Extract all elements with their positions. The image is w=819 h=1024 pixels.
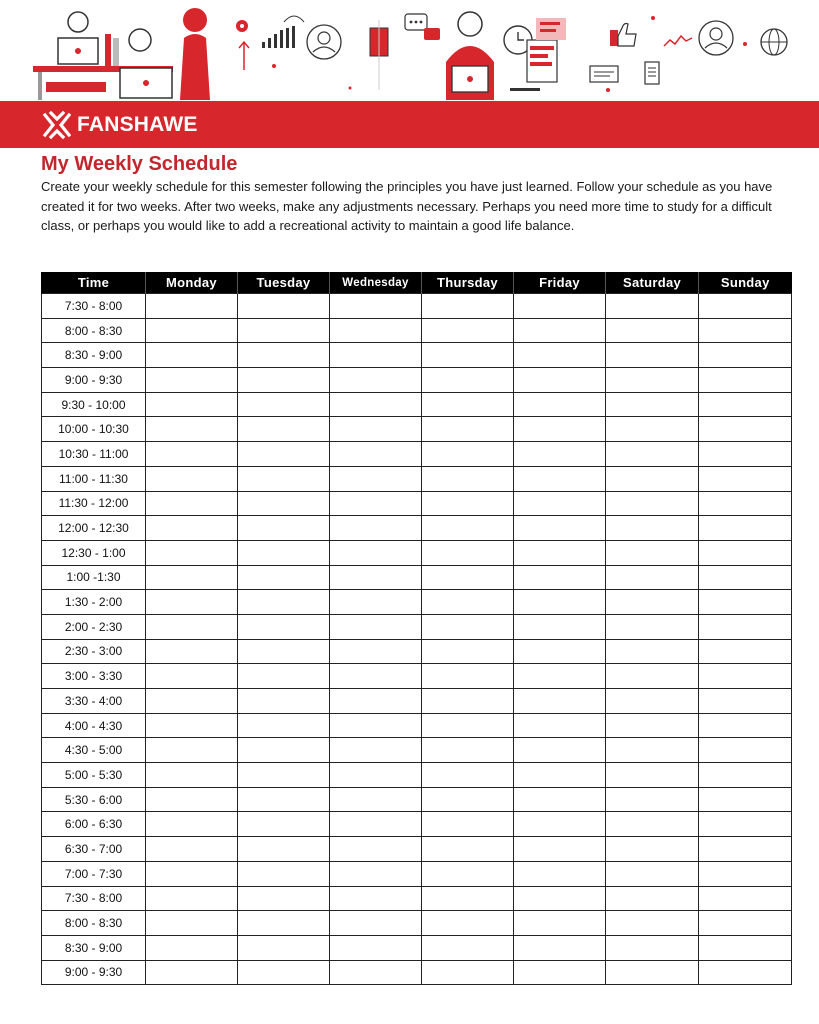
schedule-cell-thursday[interactable]	[422, 491, 514, 516]
table-row	[42, 935, 792, 960]
schedule-cell-friday[interactable]	[514, 491, 606, 516]
schedule-cell-sunday[interactable]	[699, 614, 792, 639]
schedule-cell-friday[interactable]	[514, 540, 606, 565]
schedule-cell-saturday[interactable]	[606, 590, 699, 615]
schedule-cell-saturday[interactable]	[606, 294, 699, 319]
schedule-cell-wednesday[interactable]	[330, 713, 422, 738]
schedule-cell-saturday[interactable]	[606, 713, 699, 738]
schedule-cell-tuesday[interactable]	[238, 639, 330, 664]
time-slot-label: 8:30 - 9:00	[42, 343, 146, 368]
schedule-cell-tuesday[interactable]	[238, 392, 330, 417]
schedule-cell-thursday[interactable]	[422, 392, 514, 417]
column-header-friday: Friday	[514, 272, 606, 294]
time-slot-label: 3:30 - 4:00	[42, 689, 146, 714]
gear-icon	[236, 20, 248, 32]
user-avatar-icon	[699, 21, 733, 55]
time-slot-label: 8:00 - 8:30	[42, 911, 146, 936]
schedule-cell-wednesday[interactable]	[330, 639, 422, 664]
time-slot-label: 9:00 - 9:30	[42, 960, 146, 985]
table-row	[42, 540, 792, 565]
schedule-cell-sunday[interactable]	[699, 935, 792, 960]
schedule-cell-sunday[interactable]	[699, 368, 792, 393]
page-title: My Weekly Schedule	[41, 153, 238, 175]
schedule-cell-friday[interactable]	[514, 639, 606, 664]
schedule-cell-thursday[interactable]	[422, 590, 514, 615]
time-slot-label: 5:00 - 5:30	[42, 763, 146, 788]
schedule-cell-saturday[interactable]	[606, 614, 699, 639]
schedule-cell-friday[interactable]	[514, 886, 606, 911]
schedule-cell-tuesday[interactable]	[238, 763, 330, 788]
schedule-cell-saturday[interactable]	[606, 516, 699, 541]
schedule-cell-friday[interactable]	[514, 713, 606, 738]
schedule-cell-wednesday[interactable]	[330, 343, 422, 368]
schedule-cell-saturday[interactable]	[606, 664, 699, 689]
schedule-cell-tuesday[interactable]	[238, 861, 330, 886]
schedule-cell-thursday[interactable]	[422, 911, 514, 936]
schedule-cell-monday[interactable]	[146, 787, 238, 812]
table-row	[42, 689, 792, 714]
schedule-cell-sunday[interactable]	[699, 442, 792, 467]
schedule-cell-friday[interactable]	[514, 318, 606, 343]
table-row	[42, 392, 792, 417]
schedule-cell-saturday[interactable]	[606, 886, 699, 911]
schedule-cell-wednesday[interactable]	[330, 368, 422, 393]
schedule-cell-monday[interactable]	[146, 812, 238, 837]
time-slot-label: 1:00 -1:30	[42, 565, 146, 590]
table-row	[42, 343, 792, 368]
column-header-tuesday: Tuesday	[238, 272, 330, 294]
table-row	[42, 911, 792, 936]
schedule-cell-thursday[interactable]	[422, 614, 514, 639]
schedule-cell-monday[interactable]	[146, 565, 238, 590]
schedule-cell-monday[interactable]	[146, 639, 238, 664]
schedule-cell-thursday[interactable]	[422, 812, 514, 837]
schedule-cell-wednesday[interactable]	[330, 466, 422, 491]
schedule-cell-tuesday[interactable]	[238, 417, 330, 442]
schedule-cell-friday[interactable]	[514, 861, 606, 886]
schedule-cell-thursday[interactable]	[422, 368, 514, 393]
schedule-cell-monday[interactable]	[146, 392, 238, 417]
schedule-cell-tuesday[interactable]	[238, 837, 330, 862]
schedule-cell-thursday[interactable]	[422, 763, 514, 788]
schedule-cell-monday[interactable]	[146, 590, 238, 615]
schedule-cell-thursday[interactable]	[422, 960, 514, 985]
schedule-cell-saturday[interactable]	[606, 960, 699, 985]
schedule-cell-wednesday[interactable]	[330, 294, 422, 319]
schedule-cell-sunday[interactable]	[699, 392, 792, 417]
time-slot-label: 7:30 - 8:00	[42, 886, 146, 911]
table-row	[42, 738, 792, 763]
weekly-schedule-table	[41, 272, 792, 985]
schedule-cell-saturday[interactable]	[606, 689, 699, 714]
schedule-cell-sunday[interactable]	[699, 960, 792, 985]
schedule-cell-sunday[interactable]	[699, 713, 792, 738]
schedule-cell-friday[interactable]	[514, 763, 606, 788]
brand-banner	[0, 101, 819, 148]
schedule-cell-friday[interactable]	[514, 689, 606, 714]
schedule-cell-sunday[interactable]	[699, 516, 792, 541]
schedule-cell-saturday[interactable]	[606, 763, 699, 788]
table-row	[42, 960, 792, 985]
schedule-cell-saturday[interactable]	[606, 368, 699, 393]
time-slot-label: 2:00 - 2:30	[42, 614, 146, 639]
bar-chart-icon	[262, 16, 304, 48]
schedule-cell-monday[interactable]	[146, 689, 238, 714]
schedule-cell-saturday[interactable]	[606, 935, 699, 960]
table-row	[42, 664, 792, 689]
schedule-cell-friday[interactable]	[514, 417, 606, 442]
schedule-cell-saturday[interactable]	[606, 343, 699, 368]
schedule-cell-sunday[interactable]	[699, 491, 792, 516]
schedule-cell-sunday[interactable]	[699, 590, 792, 615]
schedule-cell-saturday[interactable]	[606, 639, 699, 664]
schedule-cell-monday[interactable]	[146, 960, 238, 985]
schedule-cell-friday[interactable]	[514, 516, 606, 541]
thumbs-up-icon	[610, 24, 636, 47]
schedule-cell-wednesday[interactable]	[330, 392, 422, 417]
schedule-cell-friday[interactable]	[514, 738, 606, 763]
schedule-cell-monday[interactable]	[146, 540, 238, 565]
schedule-cell-monday[interactable]	[146, 935, 238, 960]
schedule-cell-tuesday[interactable]	[238, 689, 330, 714]
schedule-cell-friday[interactable]	[514, 590, 606, 615]
schedule-cell-friday[interactable]	[514, 837, 606, 862]
table-row	[42, 812, 792, 837]
schedule-cell-saturday[interactable]	[606, 491, 699, 516]
schedule-cell-sunday[interactable]	[699, 466, 792, 491]
column-header-sunday: Sunday	[699, 272, 792, 294]
schedule-cell-saturday[interactable]	[606, 787, 699, 812]
schedule-cell-wednesday[interactable]	[330, 491, 422, 516]
schedule-cell-monday[interactable]	[146, 664, 238, 689]
time-slot-label: 4:00 - 4:30	[42, 713, 146, 738]
schedule-header-row	[42, 272, 792, 294]
schedule-cell-sunday[interactable]	[699, 294, 792, 319]
schedule-cell-monday[interactable]	[146, 837, 238, 862]
schedule-cell-friday[interactable]	[514, 442, 606, 467]
table-row	[42, 713, 792, 738]
fanshawe-logo	[41, 110, 198, 140]
schedule-cell-saturday[interactable]	[606, 812, 699, 837]
schedule-cell-saturday[interactable]	[606, 540, 699, 565]
schedule-cell-wednesday[interactable]	[330, 664, 422, 689]
schedule-cell-sunday[interactable]	[699, 343, 792, 368]
schedule-cell-wednesday[interactable]	[330, 787, 422, 812]
schedule-cell-wednesday[interactable]	[330, 886, 422, 911]
schedule-cell-friday[interactable]	[514, 812, 606, 837]
schedule-cell-wednesday[interactable]	[330, 861, 422, 886]
globe-icon	[761, 29, 787, 55]
schedule-cell-monday[interactable]	[146, 713, 238, 738]
schedule-cell-wednesday[interactable]	[330, 540, 422, 565]
schedule-cell-tuesday[interactable]	[238, 614, 330, 639]
table-row	[42, 466, 792, 491]
schedule-cell-friday[interactable]	[514, 614, 606, 639]
column-header-thursday: Thursday	[422, 272, 514, 294]
schedule-cell-friday[interactable]	[514, 466, 606, 491]
time-slot-label: 5:30 - 6:00	[42, 787, 146, 812]
table-row	[42, 861, 792, 886]
schedule-cell-tuesday[interactable]	[238, 491, 330, 516]
schedule-cell-monday[interactable]	[146, 886, 238, 911]
time-slot-label: 7:30 - 8:00	[42, 294, 146, 319]
schedule-cell-tuesday[interactable]	[238, 294, 330, 319]
time-slot-label: 10:30 - 11:00	[42, 442, 146, 467]
chat-bubble-icon	[405, 14, 440, 40]
table-row	[42, 837, 792, 862]
time-slot-label: 2:30 - 3:00	[42, 639, 146, 664]
people-at-laptops-icon	[33, 8, 210, 100]
schedule-cell-friday[interactable]	[514, 294, 606, 319]
table-row	[42, 614, 792, 639]
schedule-cell-saturday[interactable]	[606, 466, 699, 491]
schedule-cell-saturday[interactable]	[606, 565, 699, 590]
time-slot-label: 4:30 - 5:00	[42, 738, 146, 763]
time-slot-label: 3:00 - 3:30	[42, 664, 146, 689]
header-illustration	[0, 0, 819, 101]
schedule-cell-friday[interactable]	[514, 392, 606, 417]
schedule-cell-sunday[interactable]	[699, 689, 792, 714]
schedule-cell-wednesday[interactable]	[330, 911, 422, 936]
schedule-cell-wednesday[interactable]	[330, 417, 422, 442]
schedule-cell-tuesday[interactable]	[238, 540, 330, 565]
schedule-cell-wednesday[interactable]	[330, 689, 422, 714]
schedule-cell-thursday[interactable]	[422, 787, 514, 812]
time-slot-label: 12:30 - 1:00	[42, 540, 146, 565]
time-slot-label: 9:00 - 9:30	[42, 368, 146, 393]
schedule-cell-sunday[interactable]	[699, 911, 792, 936]
schedule-cell-thursday[interactable]	[422, 738, 514, 763]
time-slot-label: 1:30 - 2:00	[42, 590, 146, 615]
schedule-cell-tuesday[interactable]	[238, 935, 330, 960]
time-slot-label: 11:00 - 11:30	[42, 466, 146, 491]
time-slot-label: 7:00 - 7:30	[42, 861, 146, 886]
schedule-cell-tuesday[interactable]	[238, 911, 330, 936]
document-icon	[590, 62, 659, 84]
schedule-cell-thursday[interactable]	[422, 565, 514, 590]
table-row	[42, 886, 792, 911]
schedule-cell-wednesday[interactable]	[330, 590, 422, 615]
schedule-cell-saturday[interactable]	[606, 738, 699, 763]
time-slot-label: 6:30 - 7:00	[42, 837, 146, 862]
fanshawe-logo-icon	[41, 110, 73, 140]
schedule-cell-monday[interactable]	[146, 368, 238, 393]
schedule-cell-monday[interactable]	[146, 466, 238, 491]
table-row	[42, 639, 792, 664]
schedule-cell-tuesday[interactable]	[238, 466, 330, 491]
schedule-cell-tuesday[interactable]	[238, 318, 330, 343]
schedule-cell-monday[interactable]	[146, 738, 238, 763]
time-slot-label: 6:00 - 6:30	[42, 812, 146, 837]
schedule-cell-wednesday[interactable]	[330, 960, 422, 985]
schedule-cell-friday[interactable]	[514, 565, 606, 590]
schedule-cell-sunday[interactable]	[699, 763, 792, 788]
schedule-cell-thursday[interactable]	[422, 466, 514, 491]
schedule-cell-tuesday[interactable]	[238, 812, 330, 837]
table-row	[42, 590, 792, 615]
schedule-cell-friday[interactable]	[514, 935, 606, 960]
schedule-cell-monday[interactable]	[146, 442, 238, 467]
table-row	[42, 763, 792, 788]
schedule-cell-thursday[interactable]	[422, 343, 514, 368]
column-header-time: Time	[42, 272, 146, 294]
schedule-cell-monday[interactable]	[146, 861, 238, 886]
table-row	[42, 368, 792, 393]
schedule-cell-thursday[interactable]	[422, 886, 514, 911]
schedule-cell-sunday[interactable]	[699, 861, 792, 886]
schedule-cell-thursday[interactable]	[422, 442, 514, 467]
schedule-cell-friday[interactable]	[514, 343, 606, 368]
schedule-cell-sunday[interactable]	[699, 787, 792, 812]
schedule-cell-friday[interactable]	[514, 664, 606, 689]
schedule-cell-monday[interactable]	[146, 516, 238, 541]
table-row	[42, 787, 792, 812]
schedule-cell-monday[interactable]	[146, 318, 238, 343]
schedule-cell-tuesday[interactable]	[238, 565, 330, 590]
time-slot-label: 10:00 - 10:30	[42, 417, 146, 442]
schedule-cell-monday[interactable]	[146, 614, 238, 639]
schedule-cell-sunday[interactable]	[699, 664, 792, 689]
table-row	[42, 442, 792, 467]
schedule-cell-sunday[interactable]	[699, 540, 792, 565]
schedule-cell-tuesday[interactable]	[238, 787, 330, 812]
schedule-cell-thursday[interactable]	[422, 837, 514, 862]
schedule-cell-monday[interactable]	[146, 763, 238, 788]
line-graph-icon	[664, 36, 692, 46]
schedule-cell-tuesday[interactable]	[238, 886, 330, 911]
user-avatar-icon	[307, 25, 341, 59]
schedule-cell-wednesday[interactable]	[330, 738, 422, 763]
schedule-cell-friday[interactable]	[514, 787, 606, 812]
schedule-cell-wednesday[interactable]	[330, 516, 422, 541]
table-row	[42, 294, 792, 319]
schedule-cell-tuesday[interactable]	[238, 738, 330, 763]
schedule-cell-sunday[interactable]	[699, 639, 792, 664]
schedule-cell-tuesday[interactable]	[238, 664, 330, 689]
schedule-cell-tuesday[interactable]	[238, 590, 330, 615]
schedule-cell-thursday[interactable]	[422, 294, 514, 319]
table-row	[42, 565, 792, 590]
schedule-cell-tuesday[interactable]	[238, 343, 330, 368]
schedule-cell-monday[interactable]	[146, 294, 238, 319]
schedule-cell-wednesday[interactable]	[330, 442, 422, 467]
instructions-paragraph: Create your weekly schedule for this semester following the principles you have just learned. Follow your schedule as you have created it for two weeks. After two weeks, make any adjustments necessary. Perhaps you need more time to study for a difficult class, or perhaps you would like to add a recreational activity to maintain a good life balance.	[41, 179, 773, 234]
schedule-cell-saturday[interactable]	[606, 442, 699, 467]
person-with-laptop-icon	[446, 12, 494, 100]
schedule-cell-sunday[interactable]	[699, 837, 792, 862]
table-row	[42, 516, 792, 541]
brand-name: FANSHAWE	[77, 113, 198, 136]
schedule-cell-sunday[interactable]	[699, 417, 792, 442]
schedule-cell-thursday[interactable]	[422, 664, 514, 689]
time-slot-label: 12:00 - 12:30	[42, 516, 146, 541]
time-slot-label: 8:00 - 8:30	[42, 318, 146, 343]
schedule-cell-sunday[interactable]	[699, 812, 792, 837]
schedule-cell-wednesday[interactable]	[330, 935, 422, 960]
schedule-cell-friday[interactable]	[514, 911, 606, 936]
schedule-cell-saturday[interactable]	[606, 861, 699, 886]
schedule-cell-wednesday[interactable]	[330, 837, 422, 862]
schedule-cell-thursday[interactable]	[422, 935, 514, 960]
table-row	[42, 318, 792, 343]
schedule-cell-sunday[interactable]	[699, 886, 792, 911]
schedule-cell-wednesday[interactable]	[330, 614, 422, 639]
schedule-cell-sunday[interactable]	[699, 318, 792, 343]
schedule-cell-tuesday[interactable]	[238, 516, 330, 541]
schedule-cell-friday[interactable]	[514, 368, 606, 393]
schedule-cell-tuesday[interactable]	[238, 960, 330, 985]
schedule-cell-saturday[interactable]	[606, 837, 699, 862]
schedule-cell-tuesday[interactable]	[238, 442, 330, 467]
schedule-cell-thursday[interactable]	[422, 861, 514, 886]
schedule-cell-saturday[interactable]	[606, 911, 699, 936]
schedule-cell-monday[interactable]	[146, 491, 238, 516]
time-slot-label: 9:30 - 10:00	[42, 392, 146, 417]
schedule-cell-sunday[interactable]	[699, 738, 792, 763]
schedule-cell-monday[interactable]	[146, 911, 238, 936]
schedule-cell-monday[interactable]	[146, 417, 238, 442]
schedule-cell-wednesday[interactable]	[330, 318, 422, 343]
schedule-cell-saturday[interactable]	[606, 417, 699, 442]
schedule-cell-thursday[interactable]	[422, 689, 514, 714]
schedule-cell-friday[interactable]	[514, 960, 606, 985]
schedule-cell-saturday[interactable]	[606, 392, 699, 417]
time-slot-label: 11:30 - 12:00	[42, 491, 146, 516]
schedule-cell-thursday[interactable]	[422, 639, 514, 664]
column-header-saturday: Saturday	[606, 272, 699, 294]
table-row	[42, 417, 792, 442]
schedule-cell-wednesday[interactable]	[330, 565, 422, 590]
schedule-cell-thursday[interactable]	[422, 516, 514, 541]
schedule-cell-thursday[interactable]	[422, 417, 514, 442]
table-row	[42, 491, 792, 516]
schedule-cell-tuesday[interactable]	[238, 713, 330, 738]
column-header-monday: Monday	[146, 272, 238, 294]
schedule-cell-tuesday[interactable]	[238, 368, 330, 393]
schedule-cell-wednesday[interactable]	[330, 812, 422, 837]
column-header-wednesday: Wednesday	[330, 272, 422, 294]
schedule-cell-monday[interactable]	[146, 343, 238, 368]
schedule-cell-thursday[interactable]	[422, 540, 514, 565]
schedule-cell-wednesday[interactable]	[330, 763, 422, 788]
time-slot-label: 8:30 - 9:00	[42, 935, 146, 960]
schedule-cell-thursday[interactable]	[422, 713, 514, 738]
phone-icon	[370, 20, 388, 90]
schedule-cell-saturday[interactable]	[606, 318, 699, 343]
schedule-cell-sunday[interactable]	[699, 565, 792, 590]
schedule-cell-thursday[interactable]	[422, 318, 514, 343]
